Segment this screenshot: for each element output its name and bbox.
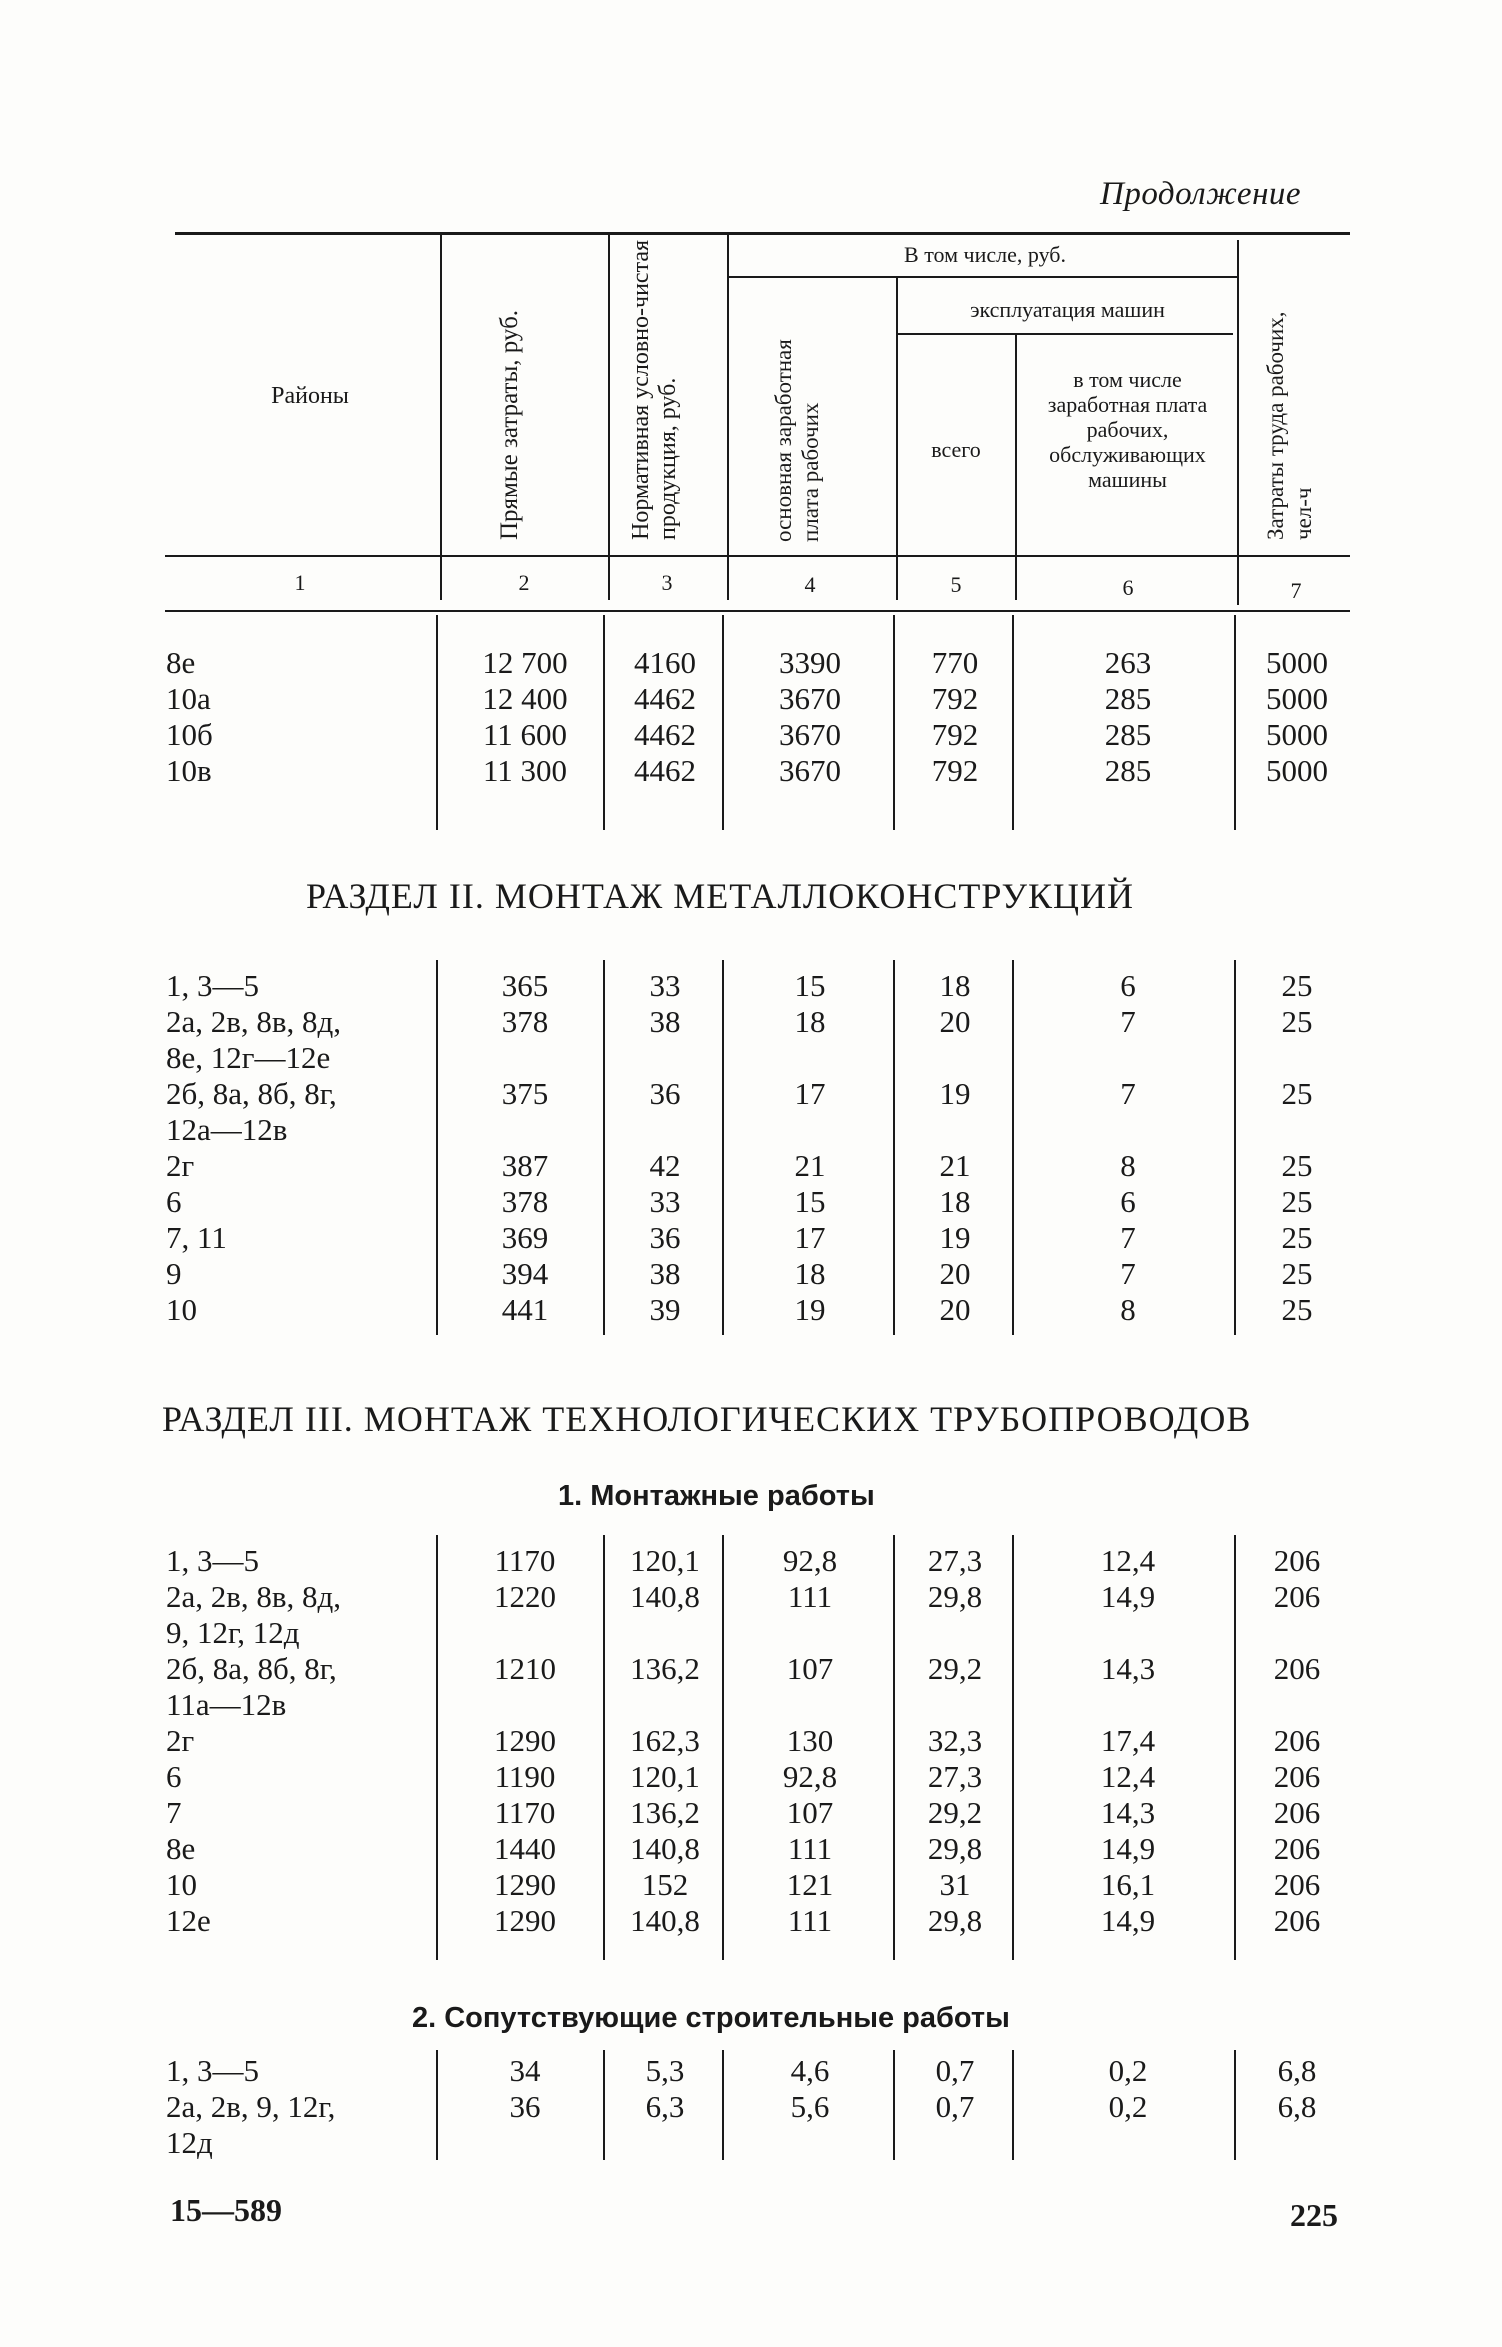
section3-1-value: 14,9	[1100, 1903, 1156, 1938]
section3-1-value: 206	[1273, 1795, 1321, 1830]
section3-1-col-line	[436, 1535, 438, 1960]
section3-1-value: 206	[1273, 1579, 1321, 1614]
col-number: 4	[804, 572, 816, 597]
section3-1-value: 136,2	[630, 1651, 700, 1686]
numbers-bottom-rule	[165, 610, 1350, 612]
section2-value: 25	[1281, 1184, 1313, 1219]
section2-value: 25	[1281, 1256, 1313, 1291]
block1-value: 11 300	[482, 753, 568, 788]
section3-1-value: 130	[786, 1723, 834, 1758]
header-labor: Затраты труда рабочих, чел-ч	[1263, 311, 1316, 540]
section3-1-value: 107	[786, 1651, 834, 1686]
section2-value: 6	[1120, 1184, 1136, 1219]
section3-1-region: 12е	[166, 1903, 211, 1938]
section2-col-line	[436, 960, 438, 1335]
section3-1-region: 9, 12г, 12д	[166, 1615, 300, 1650]
section3-1-value: 121	[786, 1867, 834, 1902]
block1-region: 8е	[166, 645, 196, 680]
section3-1-value: 120,1	[630, 1543, 700, 1578]
section3-1-region: 2а, 2в, 8в, 8д,	[166, 1579, 342, 1614]
section2-value: 21	[939, 1148, 971, 1183]
section2-region: 1, 3—5	[166, 968, 259, 1003]
section3-2-value: 4,6	[790, 2053, 830, 2088]
section3-2-value: 34	[509, 2053, 541, 2088]
section2-region: 2б, 8а, 8б, 8г,	[166, 1076, 337, 1111]
section3-1-value: 12,4	[1100, 1543, 1156, 1578]
section2-value: 39	[649, 1292, 681, 1327]
section2-value: 18	[794, 1256, 826, 1291]
section2-value: 378	[501, 1184, 549, 1219]
section3-1-value: 1170	[494, 1543, 556, 1578]
section3-1-value: 206	[1273, 1831, 1321, 1866]
section3-2-value: 0,7	[935, 2053, 975, 2088]
section2-value: 7	[1120, 1256, 1136, 1291]
header-total: всего	[931, 437, 981, 462]
section3-1-value: 206	[1273, 1903, 1321, 1938]
block1-value: 792	[931, 717, 979, 752]
section3-1-value: 140,8	[630, 1903, 700, 1938]
section2-value: 25	[1281, 968, 1313, 1003]
section3-1-region: 7	[166, 1795, 182, 1830]
block1-value: 3670	[779, 753, 841, 788]
section2-value: 18	[939, 1184, 971, 1219]
block1-value: 5000	[1266, 753, 1328, 788]
section3-1-value: 1290	[494, 1903, 556, 1938]
section2-value: 19	[939, 1220, 971, 1255]
col-number: 3	[661, 570, 673, 595]
section3-1-value: 17,4	[1100, 1723, 1156, 1758]
section2-value: 8	[1120, 1148, 1136, 1183]
section2-value: 25	[1281, 1148, 1313, 1183]
block1-value: 5000	[1266, 645, 1328, 680]
section3-1-value: 1220	[494, 1579, 556, 1614]
section3-1-value: 29,2	[927, 1795, 983, 1830]
section3-1-value: 206	[1273, 1543, 1321, 1578]
header-col-line	[440, 235, 442, 600]
section2-region: 12а—12в	[166, 1112, 288, 1147]
section3-title: РАЗДЕЛ III. МОНТАЖ ТЕХНОЛОГИЧЕСКИХ ТРУБОПРОВОДОВ	[162, 1399, 1252, 1439]
section3-1-value: 136,2	[630, 1795, 700, 1830]
section3-2-value: 5,6	[790, 2089, 830, 2124]
section2-value: 19	[939, 1076, 971, 1111]
section2-value: 38	[649, 1004, 681, 1039]
col-number: 7	[1290, 578, 1302, 603]
section3-1-value: 152	[641, 1867, 689, 1902]
section3-1-value: 111	[787, 1903, 833, 1938]
block1-region: 10в	[166, 753, 212, 788]
machines-rule	[898, 333, 1233, 335]
section3-1-value: 206	[1273, 1651, 1321, 1686]
section3-1-region: 2б, 8а, 8б, 8г,	[166, 1651, 337, 1686]
section2-region: 9	[166, 1256, 182, 1291]
section3-1-value: 107	[786, 1795, 834, 1830]
section2-value: 387	[501, 1148, 549, 1183]
col-number: 1	[294, 570, 306, 595]
header-col-line	[896, 278, 898, 600]
section3-2-value: 0,2	[1108, 2053, 1148, 2088]
section2-region: 2г	[166, 1148, 195, 1183]
section3-1-value: 31	[939, 1867, 971, 1902]
block1-value: 285	[1104, 753, 1152, 788]
block1-value: 3670	[779, 681, 841, 716]
section3-1-value: 1290	[494, 1723, 556, 1758]
section3-2-col-line	[436, 2050, 438, 2160]
section3-2-region: 2а, 2в, 9, 12г,	[166, 2089, 336, 2124]
block1-value: 792	[931, 681, 979, 716]
block1-region: 10а	[166, 681, 211, 716]
section2-value: 441	[501, 1292, 549, 1327]
section3-1-value: 120,1	[630, 1759, 700, 1794]
section3-subtitle-1: 1. Монтажные работы	[558, 1480, 875, 1512]
section3-2-region: 12д	[166, 2125, 213, 2160]
section2-value: 33	[649, 1184, 681, 1219]
section3-1-value: 162,3	[630, 1723, 700, 1758]
block1-value: 285	[1104, 717, 1152, 752]
block1-value: 3390	[779, 645, 841, 680]
section3-2-region: 1, 3—5	[166, 2053, 259, 2088]
section2-value: 7	[1120, 1220, 1136, 1255]
section3-1-region: 2г	[166, 1723, 195, 1758]
block1-value: 5000	[1266, 717, 1328, 752]
section2-value: 20	[939, 1256, 971, 1291]
block1-col-line	[436, 615, 438, 830]
header-machine-ops: эксплуатация машин	[970, 297, 1165, 322]
section2-value: 25	[1281, 1292, 1313, 1327]
section3-2-value: 36	[509, 2089, 541, 2124]
section3-1-value: 140,8	[630, 1831, 700, 1866]
col-number: 2	[518, 570, 530, 595]
section2-value: 18	[939, 968, 971, 1003]
section3-1-region: 10	[166, 1867, 197, 1902]
section3-1-value: 1440	[494, 1831, 556, 1866]
section2-value: 38	[649, 1256, 681, 1291]
section2-value: 25	[1281, 1076, 1313, 1111]
section2-value: 369	[501, 1220, 549, 1255]
header-col-line	[1015, 335, 1017, 600]
section2-region: 6	[166, 1184, 182, 1219]
col-number: 5	[950, 572, 962, 597]
block1-value: 11 600	[482, 717, 568, 752]
block1-value: 4160	[634, 645, 696, 680]
section3-1-region: 8е	[166, 1831, 196, 1866]
block1-value: 4462	[634, 717, 696, 752]
section2-value: 6	[1120, 968, 1136, 1003]
section3-2-value: 6,3	[645, 2089, 685, 2124]
section3-1-region: 1, 3—5	[166, 1543, 259, 1578]
header-incl-wage: в том числе заработная плата рабочих, обслуживающих машины	[1047, 367, 1208, 492]
header-col-line	[1237, 240, 1239, 605]
header-direct-costs: Прямые затраты, руб.	[496, 309, 523, 540]
header-including: В том числе, руб.	[904, 242, 1066, 267]
section2-value: 20	[939, 1292, 971, 1327]
section2-value: 7	[1120, 1076, 1136, 1111]
section3-2-value: 5,3	[645, 2053, 685, 2088]
section3-1-region: 6	[166, 1759, 182, 1794]
section2-value: 21	[794, 1148, 826, 1183]
header-regions: Районы	[271, 383, 349, 409]
section3-1-value: 27,3	[927, 1543, 983, 1578]
section3-1-value: 27,3	[927, 1759, 983, 1794]
section2-title: РАЗДЕЛ II. МОНТАЖ МЕТАЛЛОКОНСТРУКЦИЙ	[306, 876, 1135, 916]
section3-1-value: 92,8	[782, 1759, 838, 1794]
section3-1-value: 1170	[494, 1795, 556, 1830]
section2-value: 8	[1120, 1292, 1136, 1327]
section2-value: 7	[1120, 1004, 1136, 1039]
section3-1-value: 111	[787, 1831, 833, 1866]
section2-region: 2а, 2в, 8в, 8д,	[166, 1004, 342, 1039]
section3-1-value: 14,3	[1100, 1651, 1156, 1686]
block1-value: 12 700	[482, 645, 568, 680]
section3-2-value: 6,8	[1277, 2053, 1317, 2088]
section3-1-value: 1210	[494, 1651, 556, 1686]
section3-1-region: 11а—12в	[166, 1687, 287, 1722]
block1-value: 3670	[779, 717, 841, 752]
section2-value: 17	[794, 1220, 826, 1255]
section3-1-value: 32,3	[927, 1723, 983, 1758]
page-number: 225	[1290, 2197, 1338, 2233]
block1-value: 263	[1104, 645, 1152, 680]
section3-1-value: 14,3	[1100, 1795, 1156, 1830]
block1-value: 792	[931, 753, 979, 788]
section2-region: 7, 11	[166, 1220, 227, 1255]
section3-1-value: 206	[1273, 1867, 1321, 1902]
section2-value: 378	[501, 1004, 549, 1039]
block1-value: 5000	[1266, 681, 1328, 716]
section2-value: 36	[649, 1220, 681, 1255]
section2-value: 394	[501, 1256, 549, 1291]
section3-1-value: 14,9	[1100, 1579, 1156, 1614]
including-rule	[728, 276, 1238, 278]
print-code: 15—589	[170, 2192, 282, 2228]
section2-value: 42	[649, 1148, 681, 1183]
block1-value: 285	[1104, 681, 1152, 716]
section3-1-value: 206	[1273, 1759, 1321, 1794]
section3-1-value: 29,2	[927, 1651, 983, 1686]
section2-value: 20	[939, 1004, 971, 1039]
section3-1-value: 1290	[494, 1867, 556, 1902]
section3-1-value: 29,8	[927, 1903, 983, 1938]
section3-1-value: 92,8	[782, 1543, 838, 1578]
header-col-line	[727, 235, 729, 600]
section3-1-value: 111	[787, 1579, 833, 1614]
section2-value: 15	[794, 968, 826, 1003]
col-number: 6	[1122, 575, 1134, 600]
section2-value: 15	[794, 1184, 826, 1219]
section3-1-value: 29,8	[927, 1831, 983, 1866]
section2-value: 25	[1281, 1220, 1313, 1255]
block1-value: 770	[931, 645, 979, 680]
section2-value: 17	[794, 1076, 826, 1111]
header-bottom-rule	[165, 555, 1350, 557]
section2-value: 33	[649, 968, 681, 1003]
section2-value: 36	[649, 1076, 681, 1111]
table-top-rule	[175, 232, 1350, 235]
section2-value: 365	[501, 968, 549, 1003]
section3-1-value: 29,8	[927, 1579, 983, 1614]
section2-value: 25	[1281, 1004, 1313, 1039]
section2-value: 18	[794, 1004, 826, 1039]
block1-region: 10б	[166, 717, 213, 752]
section3-1-value: 12,4	[1100, 1759, 1156, 1794]
section3-subtitle-2: 2. Сопутствующие строительные работы	[412, 2002, 1010, 2034]
block1-value: 4462	[634, 681, 696, 716]
continuation-label: Продолжение	[1100, 176, 1302, 212]
section2-value: 19	[794, 1292, 826, 1327]
section3-2-value: 6,8	[1277, 2089, 1317, 2124]
header-normative: Нормативная условно-чистая продукция, руб.	[628, 239, 681, 540]
section3-1-value: 1190	[494, 1759, 556, 1794]
section3-2-value: 0,2	[1108, 2089, 1148, 2124]
block1-value: 12 400	[482, 681, 568, 716]
section2-region: 10	[166, 1292, 197, 1327]
header-col-line	[608, 235, 610, 600]
section3-1-value: 140,8	[630, 1579, 700, 1614]
block1-value: 4462	[634, 753, 696, 788]
section2-region: 8е, 12г—12е	[166, 1040, 331, 1075]
header-base-wage: основная заработная плата рабочих	[771, 339, 823, 542]
section3-2-value: 0,7	[935, 2089, 975, 2124]
section3-1-value: 206	[1273, 1723, 1321, 1758]
section3-1-value: 14,9	[1100, 1831, 1156, 1866]
section3-1-value: 16,1	[1100, 1867, 1156, 1902]
section2-value: 375	[501, 1076, 549, 1111]
